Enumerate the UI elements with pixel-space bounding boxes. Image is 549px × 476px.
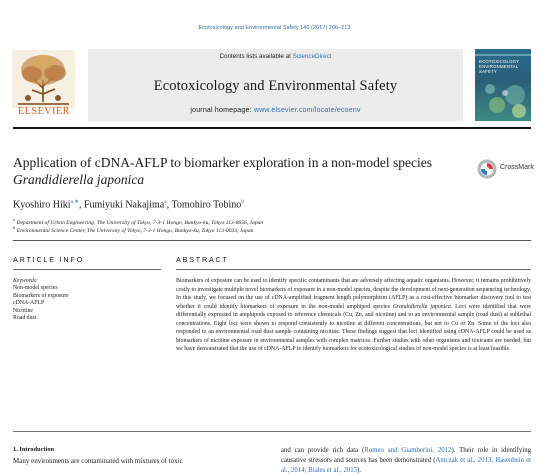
affiliation-b-text: Environmental Science Center, The University of Tokyo, 7-3-1 Hongo, Bunkyo-ku, Tokyo 113-0033, Japan <box>16 227 254 234</box>
keyword-item: Biomarkers of exposure <box>13 292 69 299</box>
affiliation-a-text: Department of Urban Engineering, The University of Tokyo, 7-3-1 Hongo, Bunkyo-ku, Tokyo 113-8656, Japan <box>16 219 264 226</box>
journal-homepage <box>88 107 463 114</box>
abstract-rule <box>176 269 531 270</box>
abstract-heading: ABSTRACT <box>176 255 229 264</box>
keywords-list <box>13 285 69 323</box>
author-1-marks[interactable]: a,∗ <box>70 199 79 205</box>
abstract-bottom-divider <box>13 431 531 432</box>
right-col-part-3: ). <box>357 467 362 474</box>
right-col-part-2: ). Their role in identifying causative stressors and sources has been demonstrated ( <box>281 447 531 464</box>
crossmark-label: CrossMark <box>500 164 534 171</box>
keyword-item: cDNA-AFLP <box>13 300 45 307</box>
abstract-species: Grandidierella japonica <box>392 303 451 310</box>
citation-link[interactable]: Antczak et al., 2013; Hasenbein et al., 2014; Biales et al., 2015 <box>281 457 531 474</box>
author-1[interactable]: Kyoshiro Hiki <box>13 199 71 211</box>
author-separator: , <box>166 199 172 211</box>
journal-cover-thumbnail[interactable] <box>475 49 531 121</box>
contents-prefix: Contents lists available at <box>219 53 293 60</box>
journal-name: Ecotoxicology and Environmental Safety <box>153 78 398 94</box>
affiliation-b-mark: b <box>13 225 16 230</box>
article-title-main: Application of cDNA-AFLP to biomarker exploration in a non-model species <box>13 155 433 170</box>
affiliation-a-mark: a <box>13 217 15 222</box>
cover-title-line-3: SAFETY <box>479 69 497 75</box>
cover-title <box>479 59 529 75</box>
publisher-name: ELSEVIER <box>17 106 71 117</box>
elsevier-tree-logo <box>12 50 75 108</box>
introduction-text: Many environments are contaminated with mixtures of toxic <box>13 457 183 465</box>
author-separator: , <box>78 199 84 211</box>
abstract-part-1: Biomarkers of exposure can be used to identify specific contaminants that are adversely affecting aquatic organisms. However, it remains prohibitively costly to investigate multiple novel biomarkers of exposure in a non-model species, despite the development of next-generation sequencing technology. In this study, we focused on the use of cDNA-amplified fragment length polymorphism (AFLP) as a cost-effective biomarker discovery tool to test whether it could identify biomarkers of exposure in the non-model amphipod species <box>176 278 531 310</box>
keyword-item: Road dust <box>13 315 37 322</box>
article-title-species: Grandidierella japonica <box>13 172 145 187</box>
author-2-marks[interactable]: a <box>164 199 167 205</box>
article-info-rule <box>13 269 161 270</box>
right-col-part-1: and can provide rich data ( <box>281 447 365 454</box>
author-list <box>13 199 244 210</box>
cover-title-line-1: ECOTOXICOLOGY <box>479 59 520 64</box>
abstract-part-2: . Loci were identified that were differentially expressed in amphipods exposed to reference chemicals (Cu, Zn, and nicotine) and to an environmental sample (road dust) at sublethal concentrations. Eight loci were shown to respond consistently to nicotine at different concentrations, but not to Cu or Zn. Some of the loci also responded to an environmental road dust sample containing nicotine. These findings suggest that loci identified using cDNA-AFLP could be used as biomarkers of nicotine exposure in environmental samples with complex matrices. Further studies with other organisms and toxicants are needed, but we have demonstrated that the use of cDNA-AFLP to identify biomarkers for ecotoxicological studies of non-model species is at least feasible. <box>176 303 531 353</box>
citation-link[interactable]: Romeo and Giamberini, 2012 <box>364 447 452 454</box>
journal-reference[interactable]: Ecotoxicology and Environmental Safety 140 (2017) 206–213 <box>198 25 351 31</box>
header-divider <box>13 127 531 129</box>
keyword-item: Non-model species <box>13 285 58 291</box>
abstract-text <box>176 277 531 354</box>
keyword-item: Nicotine <box>13 307 33 314</box>
contents-line <box>88 53 463 60</box>
introduction-heading: 1. Introduction <box>13 446 55 453</box>
right-column-text <box>281 446 531 476</box>
author-3-marks[interactable]: b <box>241 199 245 205</box>
affiliation-b <box>13 225 253 234</box>
homepage-link[interactable]: www.elsevier.com/locate/ecoenv <box>253 107 361 114</box>
affiliation-divider <box>13 240 531 241</box>
author-2[interactable]: Fumiyuki Nakajima <box>83 199 165 211</box>
article-info-heading: ARTICLE INFO <box>13 255 84 264</box>
cover-title-line-2: ENVIRONMENTAL <box>479 64 519 70</box>
article-title <box>13 154 473 188</box>
crossmark-button[interactable] <box>477 159 539 179</box>
homepage-prefix: journal homepage: <box>190 107 254 114</box>
sciencedirect-link[interactable]: ScienceDirect <box>292 53 332 60</box>
author-3[interactable]: Tomohiro Tobino <box>171 199 242 211</box>
keywords-label: Keywords: <box>13 278 38 284</box>
crossmark-icon <box>477 159 497 179</box>
